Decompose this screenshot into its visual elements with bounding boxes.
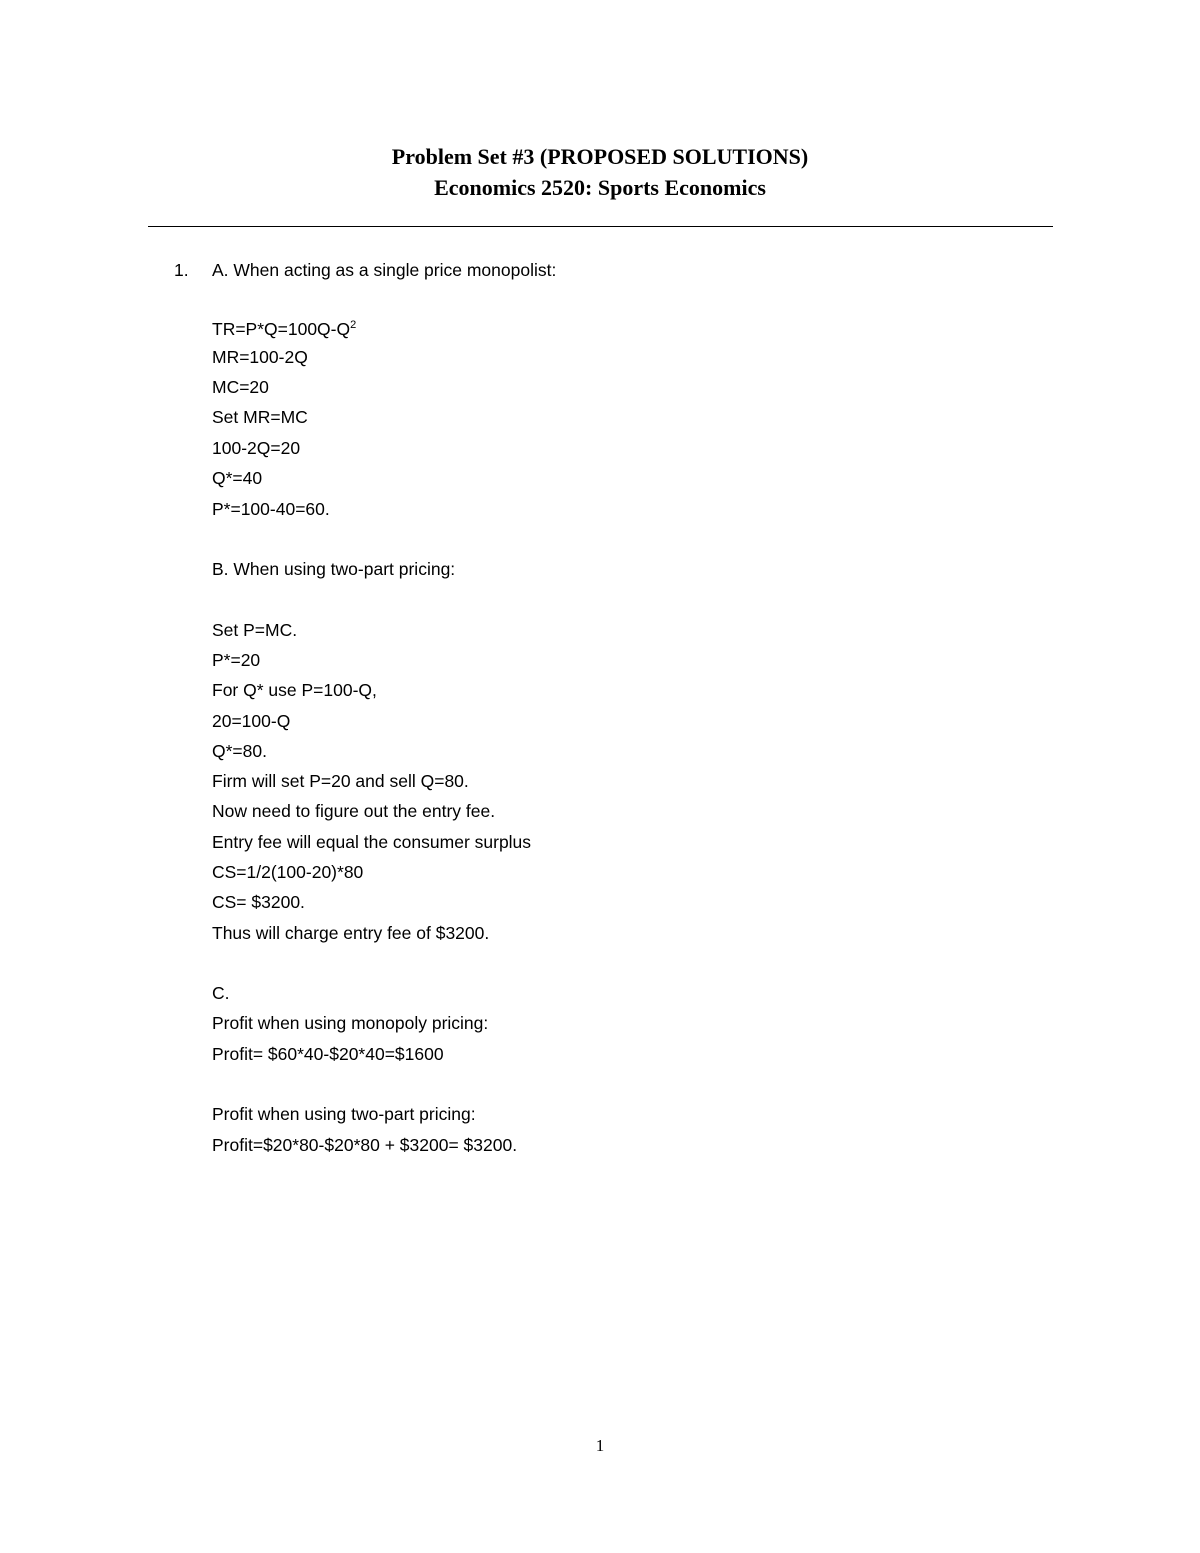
twopart-profit-calc: Profit=$20*80-$20*80 + $3200= $3200. <box>212 1135 518 1155</box>
part-b-heading: B. When using two-part pricing: <box>212 559 456 579</box>
part-a-line: MR=100-2Q <box>212 347 308 367</box>
part-b-line: CS=1/2(100-20)*80 <box>212 862 364 882</box>
part-a-line: P*=100-40=60. <box>212 499 330 519</box>
answer-body <box>212 0 1112 1553</box>
page-number: 1 <box>595 1436 605 1455</box>
part-c-heading: C. <box>212 983 230 1003</box>
part-a-line: MC=20 <box>212 377 269 397</box>
part-b-line: Firm will set P=20 and sell Q=80. <box>212 771 469 791</box>
part-b-line: For Q* use P=100-Q, <box>212 680 377 700</box>
part-b-line: Thus will charge entry fee of $3200. <box>212 923 490 943</box>
part-a-line: Set MR=MC <box>212 407 308 427</box>
document-title: Problem Set #3 (PROPOSED SOLUTIONS) <box>391 144 809 169</box>
part-b-line: Set P=MC. <box>212 620 298 640</box>
tr-exponent: 2 <box>350 319 357 331</box>
part-b-line: Q*=80. <box>212 741 267 761</box>
tr-equation <box>212 318 356 343</box>
twopart-profit-label: Profit when using two-part pricing: <box>212 1104 476 1124</box>
part-b-line: P*=20 <box>212 650 261 670</box>
part-a-line: 100-2Q=20 <box>212 438 301 458</box>
part-b-line: Now need to figure out the entry fee. <box>212 801 496 821</box>
tr-equation-text: TR=P*Q=100Q-Q <box>212 319 351 339</box>
part-b-line: CS= $3200. <box>212 892 305 912</box>
document-subtitle: Economics 2520: Sports Economics <box>434 175 766 200</box>
part-a-line: Q*=40 <box>212 468 263 488</box>
monopoly-profit-calc: Profit= $60*40-$20*40=$1600 <box>212 1044 444 1064</box>
part-b-line: 20=100-Q <box>212 711 291 731</box>
part-a-heading: A. When acting as a single price monopolist: <box>212 260 557 280</box>
question-number: 1. <box>174 260 189 280</box>
monopoly-profit-label: Profit when using monopoly pricing: <box>212 1013 489 1033</box>
part-b-line: Entry fee will equal the consumer surplus <box>212 832 532 852</box>
